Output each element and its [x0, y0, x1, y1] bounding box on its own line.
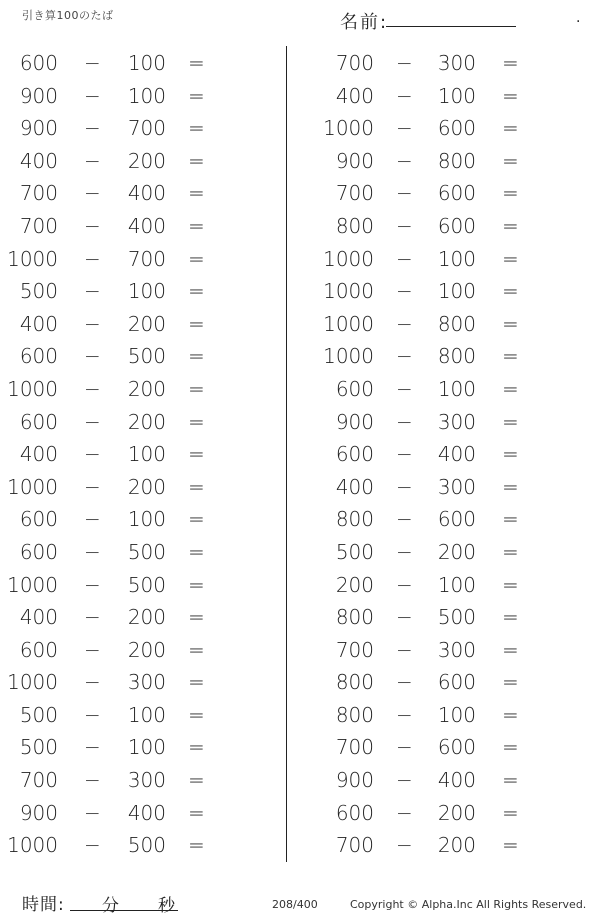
- subtrahend: 300: [437, 409, 476, 434]
- minuend: 800: [335, 670, 374, 695]
- equals-sign: =: [502, 148, 519, 173]
- subtrahend: 500: [437, 605, 476, 630]
- minus-sign: −: [84, 605, 101, 630]
- equals-sign: =: [502, 539, 519, 564]
- minuend: 500: [19, 735, 58, 760]
- minuend: 400: [335, 474, 374, 499]
- minus-sign: −: [84, 637, 101, 662]
- subtrahend: 400: [127, 181, 166, 206]
- minus-sign: −: [396, 670, 413, 695]
- minus-sign: −: [396, 279, 413, 304]
- equals-sign: =: [502, 181, 519, 206]
- minuend: 900: [19, 83, 58, 108]
- minus-sign: −: [84, 833, 101, 858]
- subtrahend: 300: [437, 637, 476, 662]
- minuend: 500: [335, 539, 374, 564]
- subtrahend: 100: [437, 702, 476, 727]
- equals-sign: =: [502, 768, 519, 793]
- minuend: 400: [335, 83, 374, 108]
- minus-sign: −: [84, 213, 101, 238]
- equals-sign: =: [502, 213, 519, 238]
- subtrahend: 100: [127, 702, 166, 727]
- equals-sign: =: [188, 637, 205, 662]
- minus-sign: −: [396, 474, 413, 499]
- minus-sign: −: [396, 181, 413, 206]
- minus-sign: −: [84, 83, 101, 108]
- subtrahend: 600: [437, 735, 476, 760]
- minuend: 600: [19, 539, 58, 564]
- minuend: 700: [19, 768, 58, 793]
- equals-sign: =: [502, 116, 519, 141]
- column-divider: [286, 46, 287, 862]
- minus-sign: −: [84, 539, 101, 564]
- page-number: 208/400: [272, 898, 318, 911]
- subtrahend: 600: [437, 507, 476, 532]
- minus-sign: −: [396, 800, 413, 825]
- minus-sign: −: [84, 279, 101, 304]
- minuend: 700: [335, 51, 374, 75]
- minus-sign: −: [396, 442, 413, 467]
- subtrahend: 800: [437, 311, 476, 336]
- minus-sign: −: [396, 735, 413, 760]
- minus-sign: −: [84, 442, 101, 467]
- subtrahend: 600: [437, 116, 476, 141]
- subtrahend: 100: [437, 279, 476, 304]
- subtrahend: 300: [127, 670, 166, 695]
- subtrahend: 200: [437, 800, 476, 825]
- subtrahend: 200: [127, 637, 166, 662]
- subtrahend: 100: [437, 246, 476, 271]
- minuend: 400: [19, 148, 58, 173]
- subtrahend: 300: [127, 768, 166, 793]
- minuend: 600: [19, 637, 58, 662]
- equals-sign: =: [502, 344, 519, 369]
- minus-sign: −: [84, 181, 101, 206]
- minuend: 400: [19, 442, 58, 467]
- equals-sign: =: [188, 833, 205, 858]
- subtrahend: 500: [127, 344, 166, 369]
- equals-sign: =: [188, 702, 205, 727]
- minus-sign: −: [396, 311, 413, 336]
- minus-sign: −: [84, 768, 101, 793]
- equals-sign: =: [502, 376, 519, 401]
- equals-sign: =: [188, 474, 205, 499]
- minus-sign: −: [84, 148, 101, 173]
- minus-sign: −: [396, 116, 413, 141]
- minus-sign: −: [84, 702, 101, 727]
- equals-sign: =: [502, 279, 519, 304]
- minuend: 900: [335, 148, 374, 173]
- minuend: 1000: [323, 279, 374, 304]
- equals-sign: =: [188, 246, 205, 271]
- minuend: 400: [19, 605, 58, 630]
- subtrahend: 200: [437, 539, 476, 564]
- minus-sign: −: [396, 213, 413, 238]
- time-label: 時間:: [22, 895, 65, 915]
- equals-sign: =: [188, 507, 205, 532]
- minuend: 400: [19, 311, 58, 336]
- equals-sign: =: [502, 409, 519, 434]
- minus-sign: −: [84, 735, 101, 760]
- minuend: 600: [335, 376, 374, 401]
- subtrahend: 600: [437, 213, 476, 238]
- subtrahend: 200: [437, 833, 476, 858]
- minus-sign: −: [84, 246, 101, 271]
- minus-sign: −: [84, 344, 101, 369]
- subtrahend: 600: [437, 181, 476, 206]
- minuend: 600: [19, 344, 58, 369]
- seconds-label: 秒: [158, 896, 175, 916]
- name-field-area: [340, 4, 580, 32]
- name-write-line[interactable]: [386, 6, 516, 27]
- subtrahend: 800: [437, 344, 476, 369]
- minuend: 800: [335, 213, 374, 238]
- subtrahend: 300: [437, 474, 476, 499]
- equals-sign: =: [502, 605, 519, 630]
- equals-sign: =: [502, 51, 519, 75]
- subtrahend: 100: [127, 83, 166, 108]
- minuend: 1000: [323, 116, 374, 141]
- subtrahend: 100: [437, 83, 476, 108]
- subtrahend: 100: [127, 507, 166, 532]
- name-label: 名前:: [340, 12, 389, 33]
- minuend: 1000: [7, 246, 58, 271]
- worksheet-title: 引き算100のたば: [22, 9, 114, 22]
- subtrahend: 100: [437, 572, 476, 597]
- subtrahend: 300: [437, 51, 476, 75]
- subtrahend: 100: [437, 376, 476, 401]
- equals-sign: =: [188, 116, 205, 141]
- equals-sign: =: [188, 800, 205, 825]
- minus-sign: −: [396, 539, 413, 564]
- minus-sign: −: [396, 507, 413, 532]
- minus-sign: −: [396, 409, 413, 434]
- equals-sign: =: [188, 735, 205, 760]
- minus-sign: −: [84, 409, 101, 434]
- equals-sign: =: [188, 376, 205, 401]
- subtrahend: 500: [127, 539, 166, 564]
- minus-sign: −: [84, 670, 101, 695]
- subtrahend: 100: [127, 442, 166, 467]
- subtrahend: 400: [437, 442, 476, 467]
- equals-sign: =: [188, 442, 205, 467]
- subtrahend: 400: [127, 213, 166, 238]
- equals-sign: =: [502, 474, 519, 499]
- minuend: 600: [19, 409, 58, 434]
- subtrahend: 200: [127, 148, 166, 173]
- minuend: 1000: [323, 246, 374, 271]
- minus-sign: −: [396, 51, 413, 75]
- minus-sign: −: [396, 148, 413, 173]
- subtrahend: 500: [127, 833, 166, 858]
- equals-sign: =: [502, 572, 519, 597]
- minuend: 900: [19, 800, 58, 825]
- equals-sign: =: [502, 735, 519, 760]
- minuend: 1000: [7, 670, 58, 695]
- minuend: 800: [335, 507, 374, 532]
- minuend: 700: [335, 637, 374, 662]
- name-line-end: .: [576, 10, 581, 26]
- minuend: 500: [19, 702, 58, 727]
- minuend: 200: [335, 572, 374, 597]
- subtrahend: 100: [127, 279, 166, 304]
- minuend: 1000: [7, 474, 58, 499]
- equals-sign: =: [188, 83, 205, 108]
- equals-sign: =: [502, 311, 519, 336]
- minus-sign: −: [396, 246, 413, 271]
- minuend: 900: [19, 116, 58, 141]
- equals-sign: =: [502, 507, 519, 532]
- equals-sign: =: [188, 409, 205, 434]
- equals-sign: =: [188, 213, 205, 238]
- subtrahend: 200: [127, 409, 166, 434]
- minuend: 1000: [323, 311, 374, 336]
- minuend: 700: [335, 833, 374, 858]
- subtrahend: 200: [127, 605, 166, 630]
- minuend: 700: [335, 735, 374, 760]
- equals-sign: =: [188, 605, 205, 630]
- minus-sign: −: [396, 376, 413, 401]
- minuend: 900: [335, 768, 374, 793]
- equals-sign: =: [188, 51, 205, 75]
- minutes-label: 分: [102, 896, 119, 916]
- subtrahend: 800: [437, 148, 476, 173]
- minuend: 600: [335, 800, 374, 825]
- minus-sign: −: [84, 51, 101, 75]
- equals-sign: =: [502, 637, 519, 662]
- minus-sign: −: [84, 800, 101, 825]
- minuend: 800: [335, 605, 374, 630]
- subtrahend: 400: [437, 768, 476, 793]
- equals-sign: =: [502, 246, 519, 271]
- subtrahend: 700: [127, 116, 166, 141]
- minuend: 1000: [7, 572, 58, 597]
- equals-sign: =: [188, 768, 205, 793]
- minus-sign: −: [84, 474, 101, 499]
- minus-sign: −: [396, 702, 413, 727]
- minus-sign: −: [396, 833, 413, 858]
- equals-sign: =: [188, 311, 205, 336]
- copyright-notice: Copyright © Alpha.Inc All Rights Reserved.: [350, 898, 587, 911]
- equals-sign: =: [188, 539, 205, 564]
- equals-sign: =: [188, 670, 205, 695]
- minuend: 600: [19, 51, 58, 75]
- equals-sign: =: [502, 702, 519, 727]
- minuend: 1000: [7, 833, 58, 858]
- subtrahend: 400: [127, 800, 166, 825]
- minus-sign: −: [84, 116, 101, 141]
- subtrahend: 700: [127, 246, 166, 271]
- equals-sign: =: [188, 148, 205, 173]
- minuend: 600: [19, 507, 58, 532]
- minus-sign: −: [84, 572, 101, 597]
- minuend: 700: [19, 181, 58, 206]
- minus-sign: −: [396, 344, 413, 369]
- minuend: 1000: [7, 376, 58, 401]
- minus-sign: −: [396, 572, 413, 597]
- subtrahend: 200: [127, 311, 166, 336]
- minus-sign: −: [84, 311, 101, 336]
- minuend: 600: [335, 442, 374, 467]
- minus-sign: −: [396, 605, 413, 630]
- subtrahend: 500: [127, 572, 166, 597]
- equals-sign: =: [188, 279, 205, 304]
- minuend: 500: [19, 279, 58, 304]
- minuend: 700: [19, 213, 58, 238]
- minuend: 1000: [323, 344, 374, 369]
- subtrahend: 200: [127, 376, 166, 401]
- minus-sign: −: [396, 637, 413, 662]
- equals-sign: =: [188, 344, 205, 369]
- equals-sign: =: [502, 83, 519, 108]
- minuend: 700: [335, 181, 374, 206]
- minus-sign: −: [396, 768, 413, 793]
- minuend: 800: [335, 702, 374, 727]
- equals-sign: =: [188, 572, 205, 597]
- minus-sign: −: [396, 83, 413, 108]
- subtrahend: 600: [437, 670, 476, 695]
- equals-sign: =: [502, 442, 519, 467]
- subtrahend: 200: [127, 474, 166, 499]
- minuend: 900: [335, 409, 374, 434]
- equals-sign: =: [502, 833, 519, 858]
- minus-sign: −: [84, 507, 101, 532]
- equals-sign: =: [188, 181, 205, 206]
- equals-sign: =: [502, 800, 519, 825]
- minus-sign: −: [84, 376, 101, 401]
- equals-sign: =: [502, 670, 519, 695]
- subtrahend: 100: [127, 51, 166, 75]
- subtrahend: 100: [127, 735, 166, 760]
